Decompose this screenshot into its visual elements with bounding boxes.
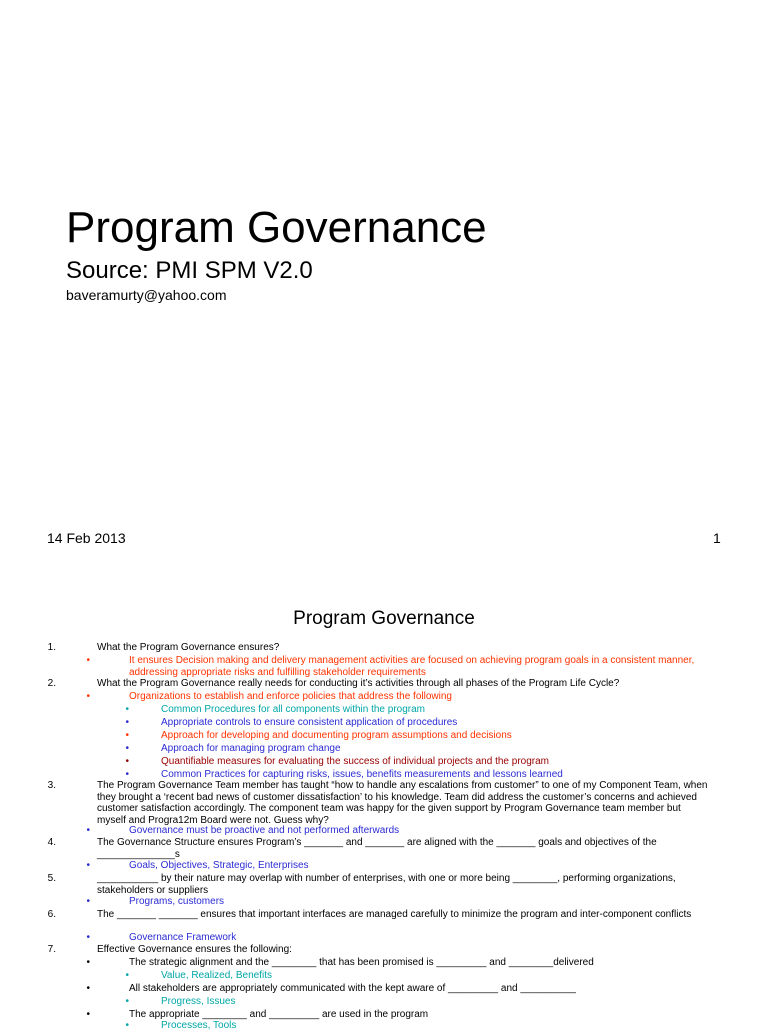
- item-text: Goals, Objectives, Strategic, Enterprises: [129, 860, 309, 871]
- bullet-icon: •: [86, 825, 90, 836]
- slide1-email: baveramurty@yahoo.com: [66, 287, 227, 303]
- item-text: Quantifiable measures for evaluating the success of individual projects and the program: [161, 756, 549, 767]
- item-number: 7.: [47, 944, 56, 955]
- item-text: What the Program Governance ensures?: [97, 642, 280, 653]
- item-text: Governance Framework: [129, 932, 237, 943]
- item-text: The _______ _______ ensures that important interfaces are managed carefully to minimize the program and inter-component conflicts: [97, 909, 692, 920]
- bullet-icon: •: [125, 730, 129, 741]
- item-text: Value, Realized, Benefits: [161, 970, 272, 981]
- bullet-icon: •: [125, 1020, 129, 1031]
- item-text: Common Practices for capturing risks, issues, benefits measurements and lessons learned: [161, 769, 563, 780]
- item-text: Progress, Issues: [161, 996, 236, 1007]
- item-text: The Program Governance Team member has taught “how to handle any escalations from customer” to one of my Component Team, when they brought a ‘recent bad news of customer dissatisfaction’ to his knowledge. Team did address the customer’s concerns and achieved customer satisfaction accordingly. The component team was happy for the given support by Program Governance team member but myself and Progra12m Board were not. Guess why?: [97, 780, 708, 826]
- item-text: What the Program Governance really needs for conducting it’s activities through all phases of the Program Life Cycle?: [97, 678, 620, 689]
- slide1-page-number: 1: [713, 530, 721, 546]
- slide1-source: Source: PMI SPM V2.0: [66, 257, 313, 284]
- bullet-icon: •: [125, 717, 129, 728]
- item-text: Approach for managing program change: [161, 743, 341, 754]
- item-text: Processes, Tools: [161, 1020, 237, 1031]
- item-text: Approach for developing and documenting program assumptions and decisions: [161, 730, 512, 741]
- item-text: Organizations to establish and enforce policies that address the following: [129, 691, 452, 702]
- bullet-icon: •: [125, 996, 129, 1007]
- item-number: 5.: [47, 873, 56, 884]
- bullet-icon: •: [86, 655, 90, 666]
- bullet-icon: •: [86, 957, 90, 968]
- bullet-icon: •: [125, 743, 129, 754]
- item-text: The strategic alignment and the ________ that has been promised is _________ and ________delivered: [129, 957, 594, 968]
- item-text: Common Procedures for all components within the program: [161, 704, 426, 715]
- item-text: The appropriate ________ and _________ are used in the program: [129, 1009, 429, 1020]
- item-text: ___________ by their nature may overlap with number of enterprises, with one or more being ________, performing organizations, stakeholders or suppliers: [97, 873, 676, 896]
- bullet-icon: •: [125, 704, 129, 715]
- bullet-icon: •: [86, 983, 90, 994]
- item-text: Governance must be proactive and not performed afterwards: [129, 825, 400, 836]
- item-number: 2.: [47, 678, 56, 689]
- slide1-date: 14 Feb 2013: [47, 530, 126, 546]
- bullet-icon: •: [86, 932, 90, 943]
- item-text: The Governance Structure ensures Program’s _______ and _______ are aligned with the _______ goals and objectives of the ______________s: [97, 837, 657, 860]
- bullet-icon: •: [86, 691, 90, 702]
- bullet-icon: •: [125, 970, 129, 981]
- item-text: It ensures Decision making and delivery management activities are focused on achieving program goals in a consistent manner, addressing appropriate risks and fulfilling stakeholder requirements: [129, 655, 695, 678]
- item-text: Appropriate controls to ensure consistent application of procedures: [161, 717, 458, 728]
- bullet-icon: •: [125, 769, 129, 780]
- item-number: 1.: [47, 642, 56, 653]
- item-text: Effective Governance ensures the following:: [97, 944, 292, 955]
- bullet-icon: •: [86, 860, 90, 871]
- bullet-icon: •: [86, 896, 90, 907]
- slide1-title: Program Governance: [66, 203, 487, 252]
- item-number: 3.: [47, 780, 56, 791]
- item-text: All stakeholders are appropriately communicated with the kept aware of _________ and __________: [129, 983, 576, 994]
- bullet-icon: •: [86, 1009, 90, 1020]
- bullet-icon: •: [125, 756, 129, 767]
- item-text: Programs, customers: [129, 896, 225, 907]
- slide2-title: Program Governance: [293, 608, 475, 629]
- item-number: 4.: [47, 837, 56, 848]
- item-number: 6.: [47, 909, 56, 920]
